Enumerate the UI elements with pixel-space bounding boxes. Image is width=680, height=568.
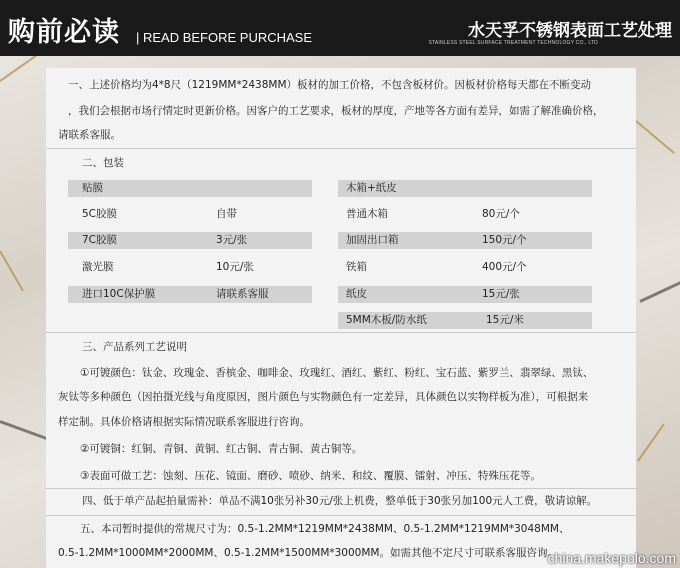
pack-right-value: 15元/米: [486, 314, 524, 326]
pack-row: [68, 180, 312, 197]
pack-left-name: 5C胶膜: [82, 208, 118, 220]
divider: [46, 148, 636, 149]
section5-line1: 五、本司暂时提供的常规尺寸为：0.5-1.2MM*1219MM*2438MM、0.5-1.2MM*1219MM*3048MM、: [80, 523, 570, 535]
pack-right-name: 铁箱: [346, 261, 367, 273]
section1-line1: 一、上述价格均为4*8尺（1219MM*2438MM）板材的加工价格，不包含板材价。因板材价格每天都在不断变动: [68, 79, 592, 91]
page-subtitle: | READ BEFORE PURCHASE: [136, 30, 313, 45]
pack-right-name: 纸皮: [346, 288, 367, 300]
divider: [46, 332, 636, 333]
pack-left-value: 3元/张: [216, 234, 248, 246]
content-panel: [46, 68, 636, 568]
pack-right-name: 普通木箱: [346, 208, 388, 220]
pack-right-name: 5MM木板/防水纸: [346, 314, 427, 326]
pack-left-value: 10元/张: [216, 261, 254, 273]
divider: [46, 515, 636, 516]
watermark: china.makepolo.com: [547, 550, 676, 566]
section3-line1: ①可镀颜色：钛金、玫瑰金、香槟金、咖啡金、玫瑰红、酒红、紫红、粉红、宝石蓝、紫罗兰、翡翠绿、黑钛、: [80, 367, 594, 379]
section3-line4: ②可镀铜：红铜、青铜、黄铜、红古铜、青古铜、黄古铜等。: [80, 443, 363, 455]
section3-line3: 样定制。具体价格请根据实际情况联系客服进行咨询。: [58, 416, 310, 428]
section1-line2: ，我们会根据市场行情定时更新价格。因客户的工艺要求，板材的厚度，产地等各方面有差异，如需了解准确价格，: [68, 105, 604, 117]
page-title: 购前必读: [8, 17, 120, 48]
section5-line2: 0.5-1.2MM*1000MM*2000MM、0.5-1.2MM*1500MM*3000MM。如需其他不定尺寸可联系客服咨询。: [58, 547, 558, 559]
pack-right-name: 木箱+纸皮: [346, 182, 397, 194]
pack-left-name: 7C胶膜: [82, 234, 118, 246]
pack-right-value: 15元/张: [482, 288, 520, 300]
pack-right-value: 150元/个: [482, 234, 527, 246]
pack-left-value: 请联系客服: [216, 288, 269, 300]
pack-left-name: 贴膜: [82, 182, 103, 194]
brand-title: 水天孚不锈钢表面工艺处理: [468, 21, 672, 41]
pack-left-name: 激光膜: [82, 261, 114, 273]
header-banner: [0, 0, 680, 56]
pack-right-value: 80元/个: [482, 208, 520, 220]
pack-right-value: 400元/个: [482, 261, 527, 273]
section4-line1: 四、低于单产品起拍量需补：单品不满10张另补30元/张上机费，整单低于30张另加100元人工费，敬请谅解。: [82, 495, 598, 507]
section1-line3: 请联系客服。: [58, 129, 121, 141]
pack-right-name: 加固出口箱: [346, 234, 399, 246]
section3-title: 三、产品系列工艺说明: [82, 341, 187, 353]
pack-row: [338, 286, 592, 303]
section2-title: 二、包装: [82, 157, 124, 169]
brand-subtitle: STAINLESS STEEL SURFACE TREATMENT TECHNOLOGY CO., LTD: [428, 40, 598, 46]
section3-line2: 灰钛等多种颜色（因拍摄光线与角度原因，图片颜色与实物颜色有一定差异，具体颜色以实物样板为准），可根据来: [58, 391, 589, 403]
pack-left-name: 进口10C保护膜: [82, 288, 156, 300]
pack-left-value: 自带: [216, 208, 237, 220]
section3-line5: ③表面可做工艺：蚀刻、压花、镜面、磨砂、喷砂、纳米、和纹、覆膜、镭射、冲压、特殊压花等。: [80, 470, 541, 482]
divider: [46, 488, 636, 489]
